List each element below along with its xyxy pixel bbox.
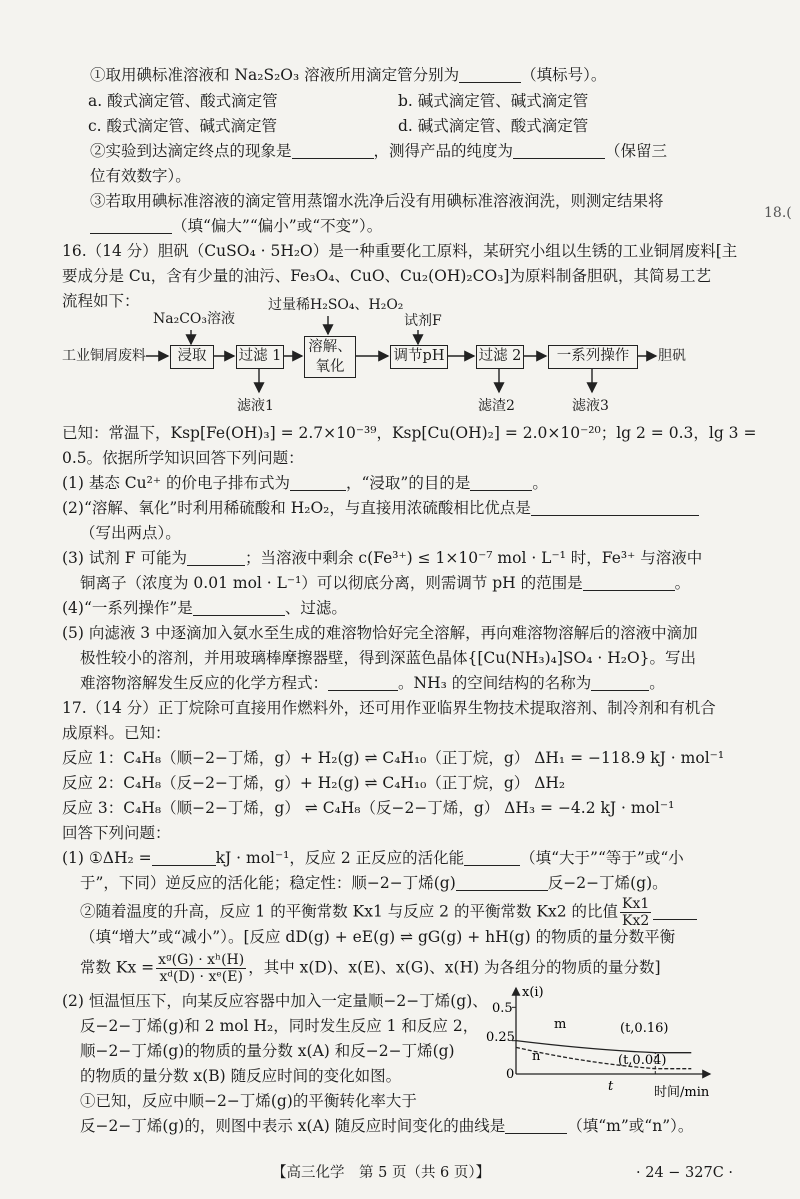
reaction-3: 反应 3：C₄H₈（顺−2−丁烯，g） ⇌ C₄H₈（反−2−丁烯，g） ΔH₃ = −4.2 kJ · mol⁻¹ — [62, 799, 675, 817]
q17-s1-text-e: 反−2−丁烯(g)。 — [547, 874, 668, 892]
q16-part-2-cont: （写出两点）。 — [80, 524, 181, 542]
q15-1-tail: （填标号）。 — [521, 66, 607, 84]
x-tick-t: t — [608, 1079, 614, 1094]
ratio-denominator: Kx2 — [622, 913, 650, 929]
q15-2-text-c: （保留三 — [605, 142, 668, 160]
option-c: c. 酸式滴定管、碱式滴定管 — [88, 117, 278, 135]
q17-part-1-cont — [80, 870, 668, 896]
margin-note: 18.( — [764, 205, 792, 221]
q17-s1-text-c: （填“大于”“等于”或“小 — [520, 849, 684, 867]
flow-step-3-line-2: 氧化 — [315, 359, 345, 375]
q16-part-4 — [62, 595, 347, 621]
known-conditions-2: 0.5。依据所学知识回答下列问题： — [62, 449, 304, 467]
q15-2-line — [90, 138, 667, 164]
q16-p1-text-c: 。 — [532, 474, 548, 492]
q16-part-5-cont-2 — [80, 670, 665, 696]
q15-2-cont: 位有效数字）。 — [90, 167, 191, 185]
answer-blank[interactable] — [193, 597, 285, 616]
answer-blank[interactable] — [187, 547, 245, 566]
q16-p3-text: (3) 试剂 F 可能为 — [62, 549, 187, 567]
q17-s1-text-b: kJ · mol⁻¹，反应 2 正反应的活化能 — [215, 849, 465, 867]
q17-part-2-cont-4: ①已知，反应中顺−2−丁烯(g)的平衡转化率大于 — [80, 1092, 417, 1110]
q15-1-text: ①取用碘标准溶液和 Na₂S₂O₃ 溶液所用滴定管分别为 — [90, 66, 460, 84]
annotation-n: (t,0.04) — [618, 1053, 667, 1068]
q17-part-1-2-cont: （填“增大”或“减小”）。[反应 dD(g) + eE(g) ⇌ gG(g) + hH(g) 的物质的量分数平衡 — [80, 928, 676, 946]
answer-blank[interactable] — [583, 572, 675, 591]
q16-part-3-cont — [80, 570, 690, 596]
q16-p3-text-c: 铜离子（浓度为 0.01 mol · L⁻¹）可以彻底分离，则需调节 pH 的范围是 — [80, 574, 583, 592]
flow-start: 工业铜屑废料 — [62, 348, 146, 364]
q17-stem-2: 成原料。已知： — [62, 724, 171, 742]
q16-stem-2: 要成分是 Cu，含有少量的油污、Fe₃O₄、CuO、Cu₂(OH)₂CO₃]为原料制备胆矾，其简易工艺 — [62, 267, 711, 285]
answer-blank[interactable] — [290, 472, 346, 491]
kx-denominator: xᵈ(D) · xᵉ(E) — [159, 969, 243, 985]
q17-part-2-cont-3: 的物质的量分数 x(B) 随反应时间的变化如图。 — [80, 1067, 402, 1085]
flow-waste-3: 滤液3 — [572, 398, 609, 414]
q15-1-line — [90, 62, 606, 88]
answer-blank[interactable] — [653, 901, 697, 920]
q16-stem-3: 流程如下： — [62, 292, 140, 310]
option-d: d. 碱式滴定管、酸式滴定管 — [398, 117, 589, 135]
flow-end: 胆矾 — [658, 348, 686, 364]
kx-definition — [80, 952, 661, 985]
flow-reagent-1: Na₂CO₃溶液 — [153, 311, 236, 327]
reaction-2: 反应 2：C₄H₈（反−2−丁烯，g）+ H₂(g) ⇌ C₄H₁₀（正丁烷，g） ΔH₂ — [62, 774, 566, 792]
answer-blank[interactable] — [470, 472, 532, 491]
q17-part-2-cont-5 — [80, 1113, 693, 1139]
answer-blank[interactable] — [505, 1115, 567, 1134]
y-tick-0-5: 0.5 — [492, 1001, 513, 1016]
q16-p4-text-b: 、过滤。 — [284, 599, 347, 617]
answer-blank[interactable] — [90, 215, 172, 234]
flow-step-adjust-ph: 调节pH — [390, 345, 448, 369]
q17-part-1 — [62, 845, 684, 871]
series-label-n: n — [532, 1049, 541, 1064]
answer-blank[interactable] — [292, 140, 374, 159]
q16-p1-text-b: ，“浸取”的目的是 — [345, 474, 471, 492]
q17-part-2-cont-1: 反−2−丁烯(g)和 2 mol H₂，同时发生反应 1 和反应 2， — [80, 1017, 479, 1035]
kx-label: 常数 Kx = — [80, 958, 155, 977]
q17-ask: 回答下列问题： — [62, 824, 171, 842]
kx-numerator: xᵍ(G) · xʰ(H) — [158, 952, 245, 968]
answer-blank[interactable] — [152, 847, 216, 866]
q16-p3-text-b: ；当溶液中剩余 c(Fe³⁺) ≤ 1×10⁻⁷ mol · L⁻¹ 时，Fe³⁺ 与溶液中 — [245, 549, 703, 567]
q17-stem-1: 17.（14 分）正丁烷除可直接用作燃料外，还可用作亚临界生物技术提取溶剂、制冷剂和有机合 — [62, 699, 716, 717]
q15-3-text-b: （填“偏大”“偏小”或“不变”）。 — [172, 217, 383, 235]
answer-blank[interactable] — [591, 672, 649, 691]
option-a: a. 酸式滴定管、酸式滴定管 — [88, 92, 278, 110]
q17-s3-text-g: （填“m”或“n”）。 — [567, 1117, 694, 1135]
q15-2-text: ②实验到达滴定终点的现象是 — [90, 142, 292, 160]
origin-label: 0 — [506, 1067, 515, 1082]
q16-p1-text: (1) 基态 Cu²⁺ 的价电子排布式为 — [62, 474, 290, 492]
flow-step-filter-2: 过滤 2 — [476, 345, 524, 369]
q16-p5-text-c: 难溶物溶解发生反应的化学方程式： — [80, 674, 329, 692]
q16-part-5-cont: 极性较小的溶剂，并用玻璃棒摩擦器壁，得到深蓝色晶体{[Cu(NH₃)₄]SO₄ · H₂O}。写出 — [80, 649, 697, 667]
flow-reagent-3: 试剂F — [404, 313, 442, 329]
kx-fraction — [156, 952, 246, 985]
q16-p3-text-d: 。 — [674, 574, 691, 592]
answer-blank[interactable] — [464, 847, 520, 866]
flow-reagent-2: 过量稀H₂SO₄、H₂O₂ — [268, 297, 404, 313]
q15-3-cont — [90, 213, 382, 239]
flow-step-filter-1: 过滤 1 — [236, 345, 284, 369]
answer-blank[interactable] — [531, 497, 699, 516]
page-footer: 【高三化学 第 5 页（共 6 页）】 — [272, 1165, 491, 1181]
paper-code: · 24 − 327C · — [636, 1165, 734, 1181]
flow-waste-1: 滤液1 — [237, 398, 274, 414]
kx-description: ，其中 x(D)、x(E)、x(G)、x(H) 为各组分的物质的量分数] — [248, 958, 661, 977]
answer-blank[interactable] — [513, 140, 605, 159]
annotation-m: (t,0.16) — [620, 1021, 669, 1036]
reaction-1: 反应 1：C₄H₈（顺−2−丁烯，g）+ H₂(g) ⇌ C₄H₁₀（正丁烷，g） ΔH₁ = −118.9 kJ · mol⁻¹ — [62, 749, 725, 767]
q17-part-2: (2) 恒温恒压下，向某反应容器中加入一定量顺−2−丁烯(g)、 — [62, 992, 488, 1010]
q17-s1-text-d: 于”，下同）逆反应的活化能；稳定性：顺−2−丁烯(g) — [80, 874, 456, 892]
y-axis-label: x(i) — [522, 985, 544, 1000]
flow-waste-2: 滤渣2 — [478, 398, 515, 414]
known-conditions-1: 已知：常温下，Ksp[Fe(OH)₃] = 2.7×10⁻³⁹，Ksp[Cu(OH)₂] = 2.0×10⁻²⁰；lg 2 = 0.3，lg 3 = — [62, 424, 757, 442]
ratio-numerator: Kx1 — [622, 896, 650, 912]
y-tick-0-25: 0.25 — [486, 1030, 515, 1045]
answer-blank[interactable] — [459, 64, 521, 83]
answer-blank[interactable] — [456, 872, 548, 891]
q16-p4-text: (4)“一系列操作”是 — [62, 599, 193, 617]
q15-3-line: ③若取用碘标准溶液的滴定管用蒸馏水洗净后没有用碘标准溶液润洗，则测定结果将 — [90, 192, 664, 210]
x-axis-label: 时间/min — [654, 1085, 710, 1100]
mole-fraction-chart — [478, 982, 718, 1102]
series-label-m: m — [554, 1017, 567, 1032]
q16-p5-text-d: 。NH₃ 的空间结构的名称为 — [398, 674, 592, 692]
option-b: b. 碱式滴定管、碱式滴定管 — [398, 92, 589, 110]
flow-step-leach: 浸取 — [170, 345, 214, 369]
series-line-m — [516, 1041, 691, 1053]
q16-part-3 — [62, 545, 702, 571]
q17-s1-text: (1) ①ΔH₂ = — [62, 849, 152, 867]
flow-step-series-ops: 一系列操作 — [548, 345, 638, 369]
q17-s2-text: ②随着温度的升高，反应 1 的平衡常数 Kx1 与反应 2 的平衡常数 Kx2 的比值 — [80, 902, 619, 921]
q17-part-2-cont-2: 顺−2−丁烯(g)的物质的量分数 x(A) 和反−2−丁烯(g) — [80, 1042, 455, 1060]
q16-p2-text: (2)“溶解、氧化”时利用稀硫酸和 H₂O₂，与直接用浓硫酸相比优点是 — [62, 499, 531, 517]
flow-step-dissolve-oxidize — [304, 336, 356, 378]
q16-part-2 — [62, 495, 699, 521]
q16-stem-1: 16.（14 分）胆矾（CuSO₄ · 5H₂O）是一种重要化工原料，某研究小组以生锈的工业铜屑废料[主 — [62, 242, 738, 260]
q16-part-1 — [62, 470, 548, 496]
q16-p5-text-e: 。 — [649, 674, 665, 692]
q16-part-5: (5) 向滤液 3 中逐滴加入氨水至生成的难溶物恰好完全溶解，再向难溶物溶解后的溶液中滴加 — [62, 624, 698, 642]
answer-blank[interactable] — [328, 672, 398, 691]
flow-step-3-line-1: 溶解、 — [308, 339, 352, 355]
q15-2-text-b: ，测得产品的纯度为 — [373, 142, 514, 160]
q17-s3-text-f: 反−2−丁烯(g)的，则图中表示 x(A) 随反应时间变化的曲线是 — [80, 1117, 506, 1135]
